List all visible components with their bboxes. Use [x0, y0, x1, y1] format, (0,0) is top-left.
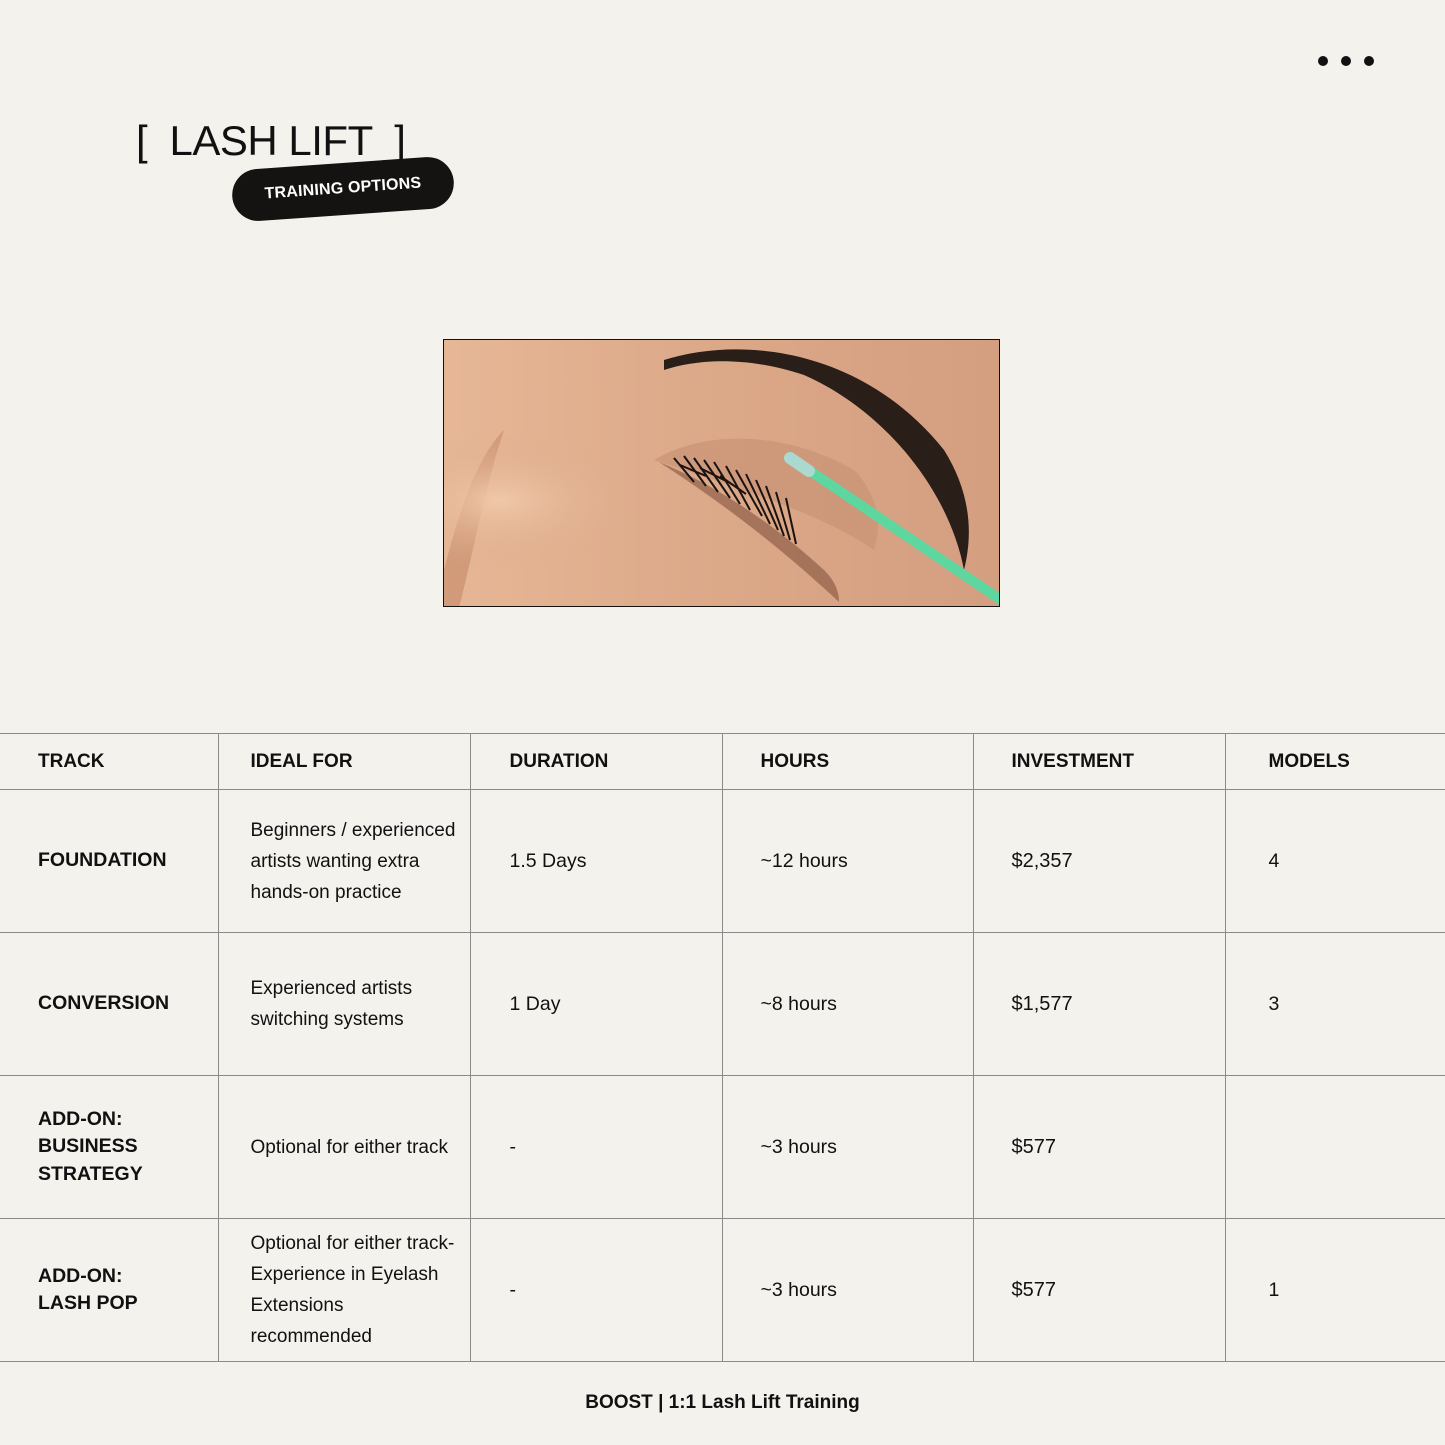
- column-header-investment: INVESTMENT: [973, 734, 1225, 790]
- lash-lift-photo: [443, 339, 1000, 607]
- table-row: [0, 1219, 1445, 1362]
- duration-cell: 1.5 Days: [470, 790, 722, 933]
- column-header-ideal-for: IDEAL FOR: [218, 734, 470, 790]
- column-header-track: TRACK: [0, 734, 218, 790]
- hours-cell: ~3 hours: [722, 1219, 973, 1362]
- footer-text: BOOST | 1:1 Lash Lift Training: [585, 1392, 860, 1413]
- dot: [1318, 56, 1328, 66]
- table-row: [0, 790, 1445, 933]
- models-cell: 3: [1225, 933, 1445, 1076]
- models-cell: 4: [1225, 790, 1445, 933]
- ideal-for-cell: Experienced artists switching systems: [218, 933, 470, 1076]
- dot: [1364, 56, 1374, 66]
- table-row: [0, 1076, 1445, 1219]
- investment-cell: $577: [973, 1076, 1225, 1219]
- column-header-models: MODELS: [1225, 734, 1445, 790]
- duration-cell: 1 Day: [470, 933, 722, 1076]
- investment-cell: $1,577: [973, 933, 1225, 1076]
- ideal-for-cell: Beginners / experienced artists wanting extra hands-on practice: [218, 790, 470, 933]
- track-cell: ADD-ON: BUSINESS STRATEGY: [0, 1076, 218, 1219]
- models-cell: 1: [1225, 1219, 1445, 1362]
- column-header-hours: HOURS: [722, 734, 973, 790]
- duration-cell: -: [470, 1076, 722, 1219]
- track-cell: CONVERSION: [0, 933, 218, 1076]
- models-cell: [1225, 1076, 1445, 1219]
- page-title: [ LASH LIFT ]: [136, 117, 406, 164]
- dot: [1341, 56, 1351, 66]
- track-cell: FOUNDATION: [0, 790, 218, 933]
- investment-cell: $2,357: [973, 790, 1225, 933]
- ideal-for-cell: Optional for either track- Experience in Eyelash Extensions recommended: [218, 1219, 470, 1362]
- more-dots-icon[interactable]: [1318, 56, 1374, 66]
- training-options-table: [0, 733, 1445, 1362]
- column-header-duration: DURATION: [470, 734, 722, 790]
- hours-cell: ~3 hours: [722, 1076, 973, 1219]
- track-cell: ADD-ON: LASH POP: [0, 1219, 218, 1362]
- table-row: [0, 933, 1445, 1076]
- hours-cell: ~8 hours: [722, 933, 973, 1076]
- hours-cell: ~12 hours: [722, 790, 973, 933]
- duration-cell: -: [470, 1219, 722, 1362]
- training-options-badge: TRAINING OPTIONS: [230, 155, 455, 222]
- investment-cell: $577: [973, 1219, 1225, 1362]
- table-header-row: [0, 734, 1445, 790]
- ideal-for-cell: Optional for either track: [218, 1076, 470, 1219]
